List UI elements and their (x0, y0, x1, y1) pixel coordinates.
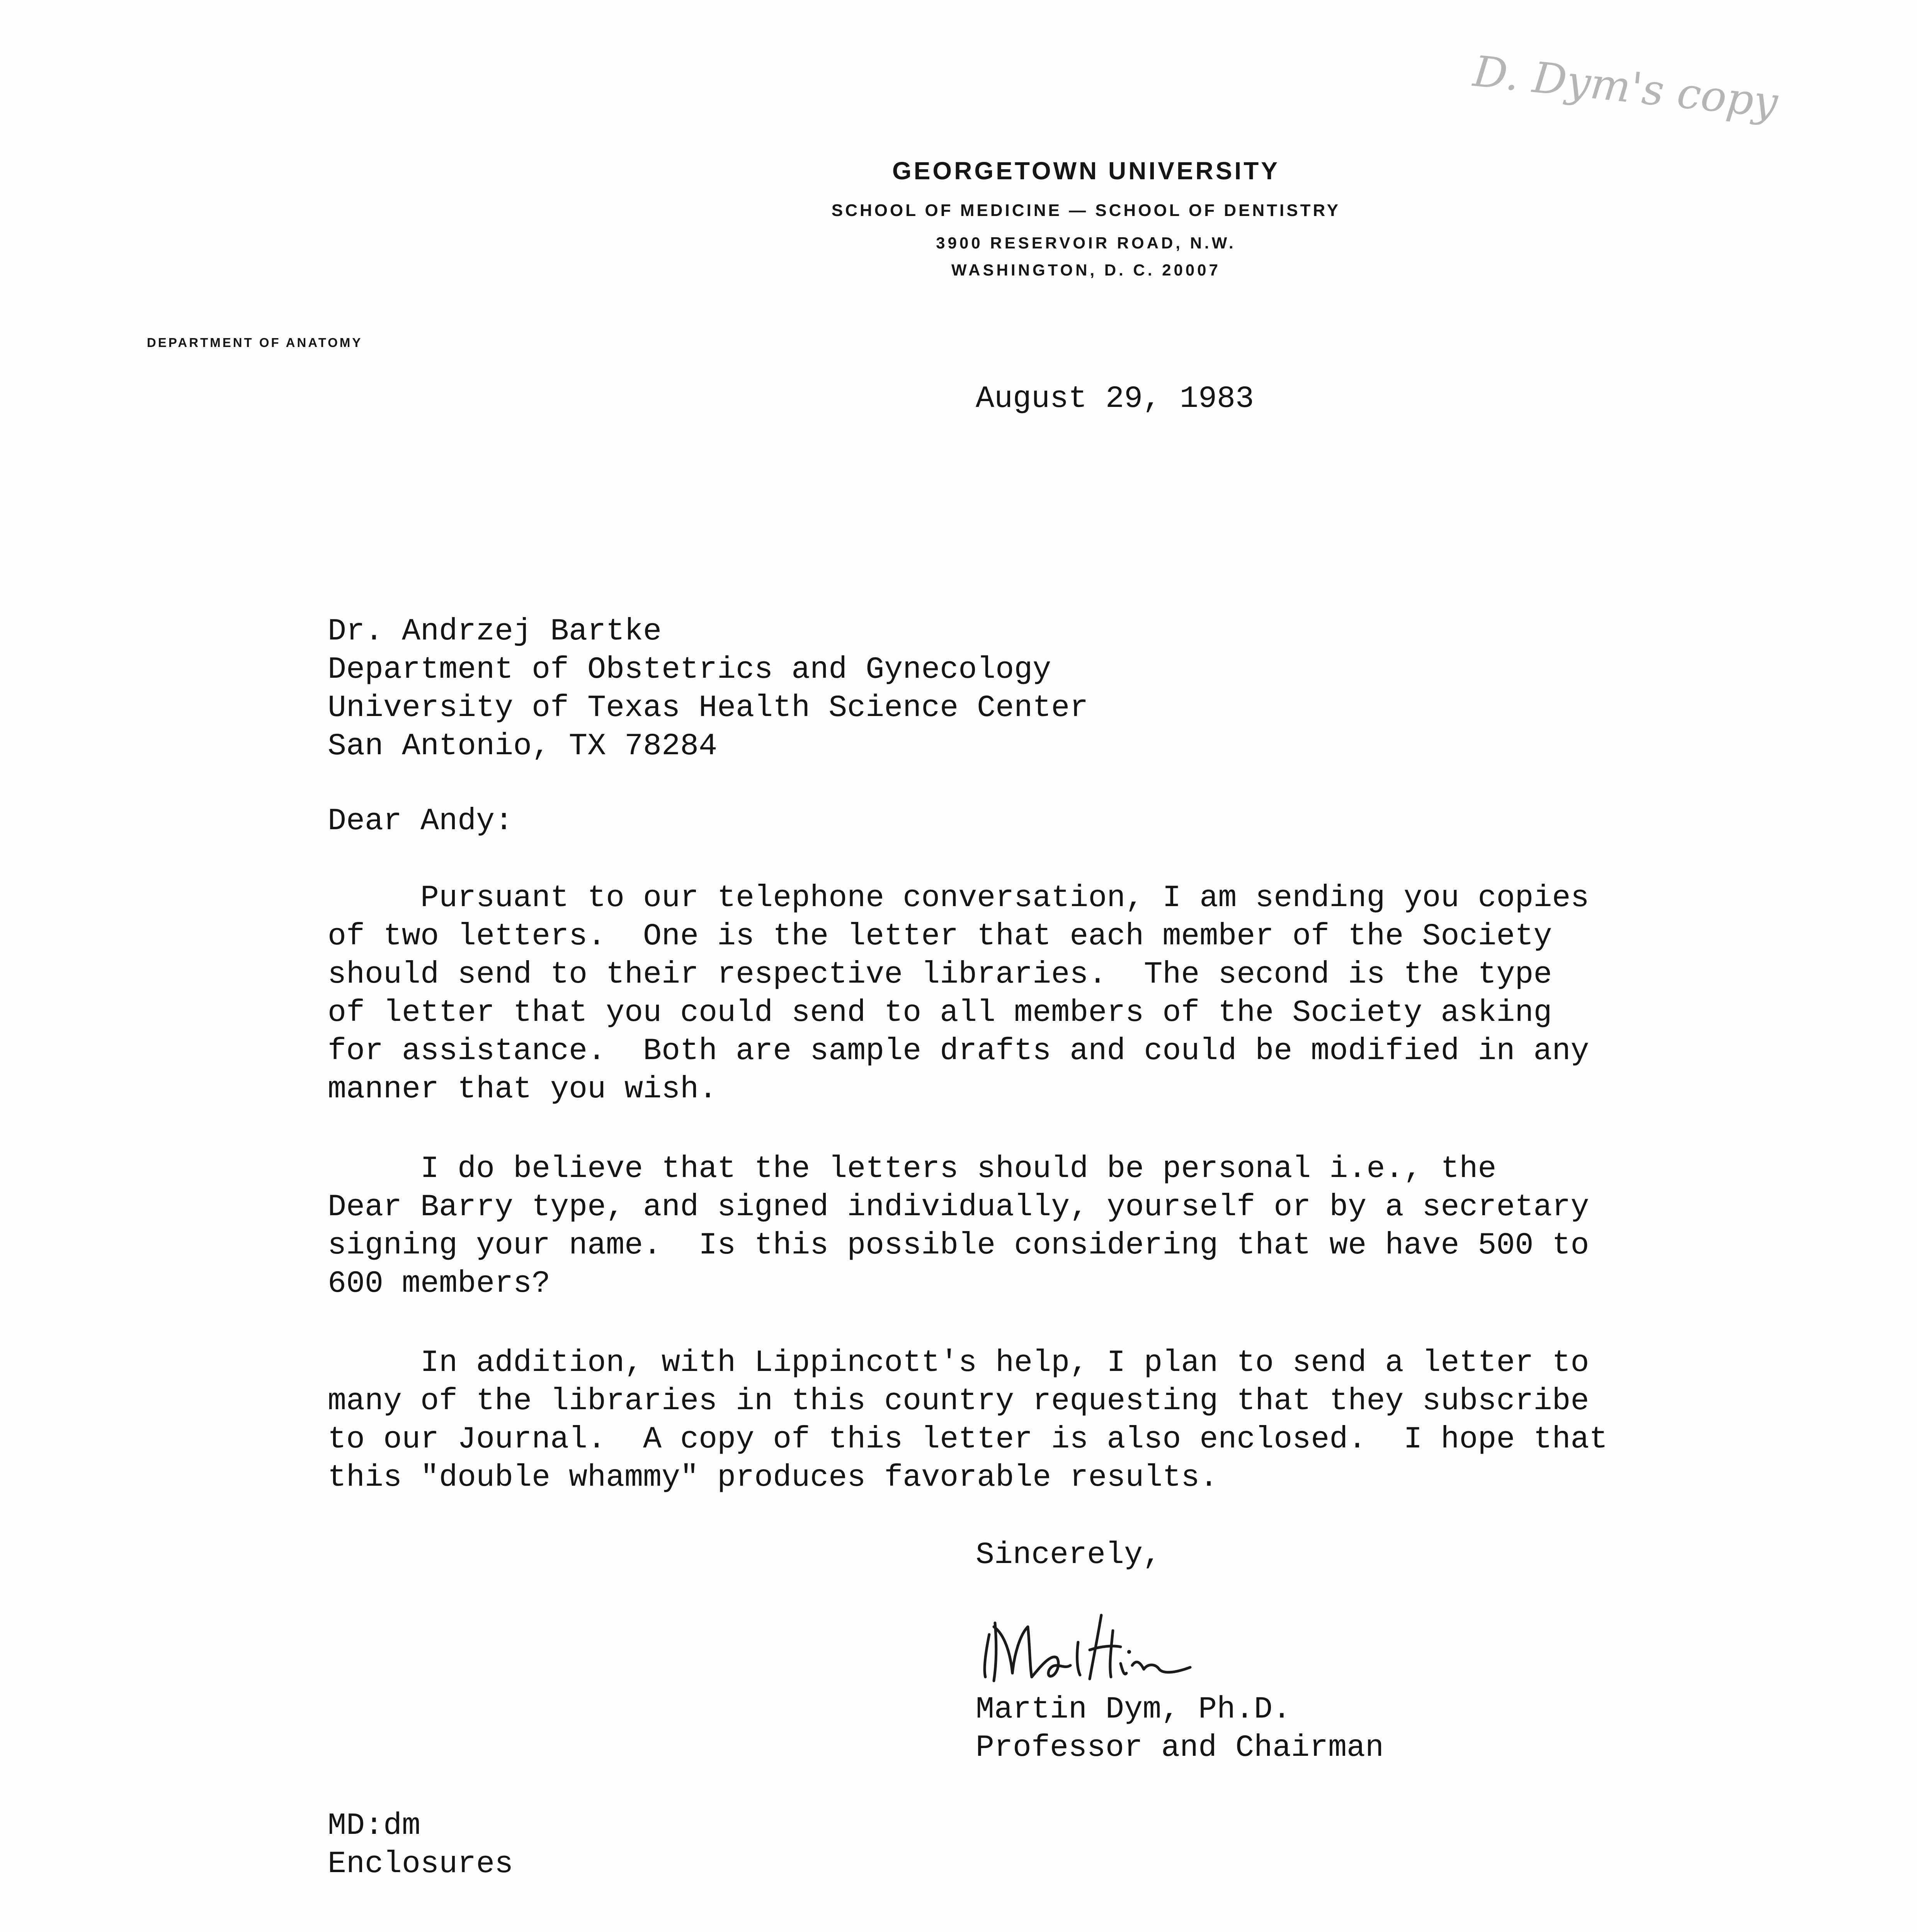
body-paragraph-1 (328, 879, 1589, 1109)
letterhead-schools: SCHOOL OF MEDICINE — SCHOOL OF DENTISTRY (831, 201, 1341, 220)
body-line: many of the libraries in this country requesting that they subscribe (328, 1384, 1589, 1419)
recipient-address (328, 612, 1088, 765)
body-line: this "double whammy" produces favorable results. (328, 1460, 1218, 1495)
recipient-name: Dr. Andrzej Bartke (328, 614, 662, 649)
signer-block (976, 1690, 1384, 1767)
closing: Sincerely, (976, 1537, 1162, 1573)
department-label: DEPARTMENT OF ANATOMY (147, 335, 363, 350)
letterhead-street: 3900 RESERVOIR ROAD, N.W. (936, 234, 1236, 252)
signer-name: Martin Dym, Ph.D. (976, 1692, 1291, 1727)
body-line: Pursuant to our telephone conversation, I am sending you copies (328, 881, 1589, 916)
body-line: 600 members? (328, 1266, 551, 1301)
body-line: manner that you wish. (328, 1072, 718, 1107)
body-line: I do believe that the letters should be personal i.e., the (328, 1151, 1497, 1187)
body-line: of two letters. One is the letter that each member of the Society (328, 919, 1552, 954)
reference-initials: MD:dm (328, 1808, 421, 1844)
body-paragraph-3 (328, 1344, 1608, 1497)
body-line: Dear Barry type, and signed individually, yourself or by a secretary (328, 1190, 1589, 1225)
recipient-city: San Antonio, TX 78284 (328, 729, 718, 764)
salutation: Dear Andy: (328, 804, 514, 839)
body-line: for assistance. Both are sample drafts and could be modified in any (328, 1034, 1589, 1069)
body-line: In addition, with Lippincott's help, I plan to send a letter to (328, 1345, 1589, 1381)
recipient-institution: University of Texas Health Science Center (328, 690, 1089, 726)
body-line: should send to their respective libraries. The second is the type (328, 957, 1552, 992)
body-paragraph-2 (328, 1150, 1589, 1303)
body-line: to our Journal. A copy of this letter is also enclosed. I hope that (328, 1422, 1608, 1457)
letter-date: August 29, 1983 (976, 381, 1254, 417)
corner-handwritten-note: D. Dym's copy (1471, 46, 1780, 128)
signer-title: Professor and Chairman (976, 1730, 1384, 1765)
body-line: signing your name. Is this possible considering that we have 500 to (328, 1228, 1589, 1263)
enclosures-label: Enclosures (328, 1847, 514, 1882)
recipient-department: Department of Obstetrics and Gynecology (328, 652, 1051, 687)
reference-block (328, 1807, 513, 1883)
signature (974, 1577, 1213, 1692)
body-line: of letter that you could send to all members of the Society asking (328, 995, 1552, 1031)
letterhead-city: WASHINGTON, D. C. 20007 (951, 261, 1221, 279)
letterhead-institution: GEORGETOWN UNIVERSITY (892, 157, 1280, 185)
